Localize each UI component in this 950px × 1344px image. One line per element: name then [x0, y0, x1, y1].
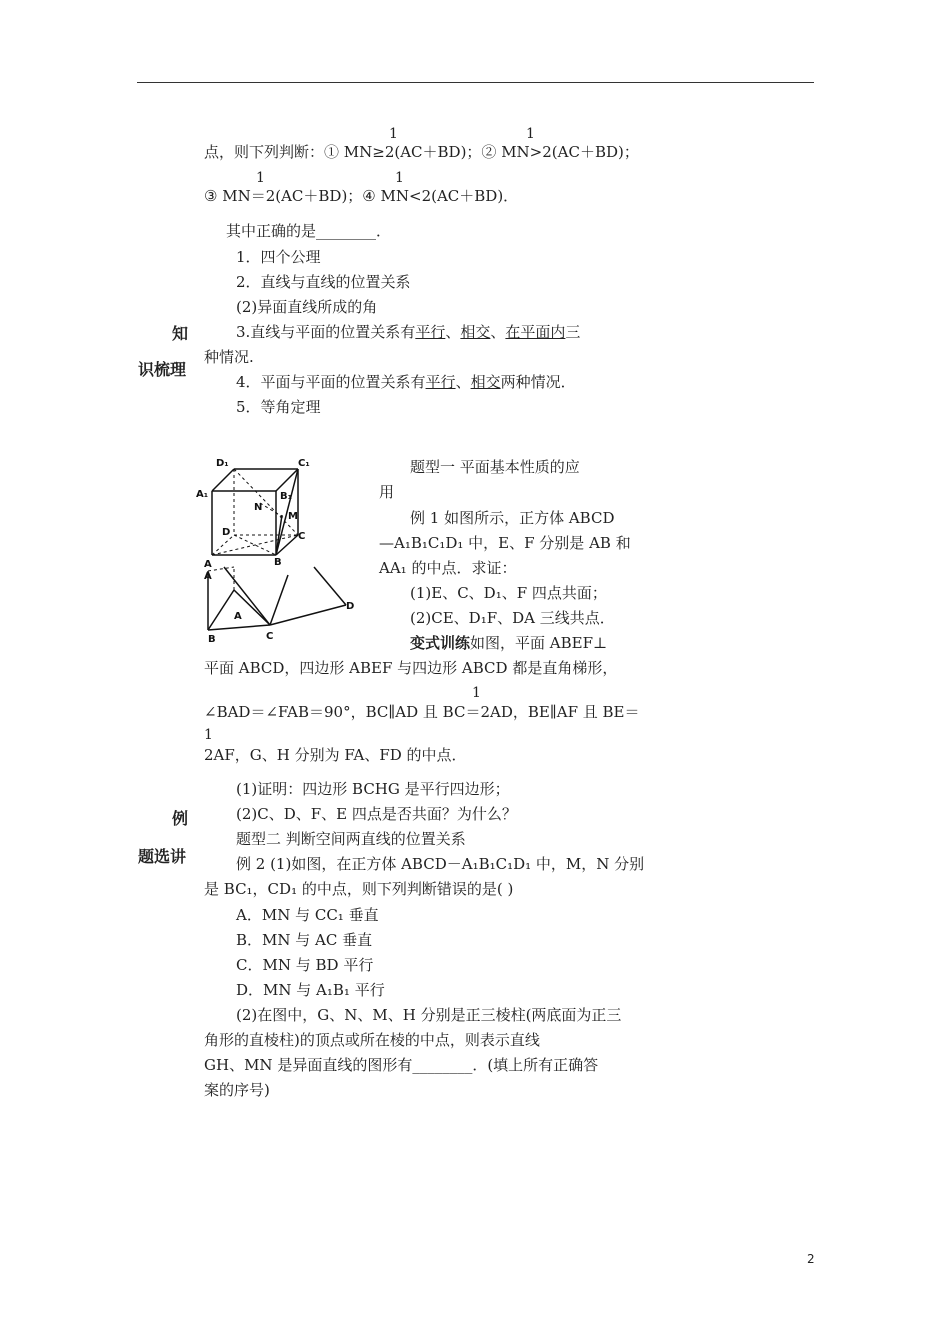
- prism-diagram: [208, 567, 346, 630]
- example2-text: 例 2 (1)如图，在正方体 ABCD－A₁B₁C₁D₁ 中，M，N 分别: [236, 855, 645, 873]
- vertex-label: D: [222, 527, 231, 538]
- knowledge-item: 3.直线与平面的位置关系有平行、相交、在平面内三: [236, 323, 581, 341]
- type1-title: 题型一 平面基本性质的应: [410, 458, 580, 476]
- example1-part: (2)CE、D₁F、DA 三线共点．: [410, 609, 615, 627]
- prism-hidden-edges: [208, 567, 234, 590]
- header-rule: [137, 82, 814, 83]
- fraction-numerator: 1: [389, 126, 398, 142]
- fraction-numerator: 1: [204, 727, 213, 743]
- example1-part: (1)E、C、D₁、F 四点共面；: [410, 584, 607, 602]
- fraction-numerator: 1: [472, 685, 481, 701]
- knowledge-subitem: (2)异面直线所成的角: [236, 298, 378, 316]
- example1-text: 例 1 如图所示，正方体 ABCD: [410, 509, 615, 527]
- variant-part: (2)C、D、F、E 四点是否共面？为什么？: [236, 805, 517, 823]
- fraction-numerator: 1: [256, 170, 265, 186]
- vertex-label: C: [298, 531, 306, 542]
- section-label-examples: 例: [172, 809, 189, 828]
- fraction-numerator: 1: [395, 170, 404, 186]
- vertex-label: C: [266, 631, 274, 642]
- example2-part2: 角形的直棱柱)的顶点或所在棱的中点，则表示直线: [204, 1031, 540, 1049]
- example2-part2: GH、MN 是异面直线的图形有________．(填上所有正确答: [204, 1056, 599, 1074]
- example1-text: AA₁ 的中点．求证：: [379, 559, 517, 577]
- section-label-knowledge: 识梳理: [138, 360, 187, 379]
- knowledge-item: 5．等角定理: [236, 398, 321, 416]
- page-number: 2: [807, 1252, 815, 1266]
- judgement-line-1: 点，则下列判断：① MN≥2(AC＋BD)；② MN>2(AC＋BD)；: [204, 143, 639, 161]
- vertex-label: A: [204, 559, 212, 570]
- knowledge-item: 1．四个公理: [236, 248, 321, 266]
- vertex-label: D: [346, 601, 355, 612]
- example2-text: 是 BC₁，CD₁ 的中点，则下列判断错误的是( ): [204, 880, 514, 898]
- type1-title-continuation: 用: [379, 483, 395, 501]
- variant-training-label: 变式训练: [410, 634, 471, 652]
- option-a: A．MN 与 CC₁ 垂直: [236, 906, 379, 924]
- type2-title: 题型二 判断空间两直线的位置关系: [236, 830, 466, 848]
- example1-text: —A₁B₁C₁D₁ 中，E、F 分别是 AB 和: [379, 534, 631, 552]
- vertex-label: A: [234, 611, 242, 622]
- option-d: D．MN 与 A₁B₁ 平行: [236, 981, 385, 999]
- knowledge-item-continuation: 种情况.: [204, 348, 254, 366]
- vertex-label: D₁: [216, 458, 229, 469]
- option-c: C．MN 与 BD 平行: [236, 956, 374, 974]
- variant-text: 平面 ABCD，四边形 ABEF 与四边形 ABCD 都是直角梯形，: [204, 659, 618, 677]
- variant-training-line: 变式训练如图，平面 ABEF⊥: [410, 634, 608, 652]
- vertex-label: A: [204, 571, 212, 582]
- variant-text: ∠BAD＝∠FAB＝90°，BC∥AD 且 BC＝2AD，BE∥AF 且 BE＝: [204, 703, 640, 721]
- question-prompt: 其中正确的是________．: [226, 222, 392, 240]
- knowledge-item: 2．直线与直线的位置关系: [236, 273, 411, 291]
- example2-part2: (2)在图中，G、N、M、H 分别是正三棱柱(两底面为正三: [236, 1006, 622, 1024]
- variant-text: 2AF，G、H 分别为 FA、FD 的中点．: [204, 746, 467, 764]
- vertex-label: A₁: [196, 489, 209, 500]
- judgement-line-2: ③ MN＝2(AC＋BD)；④ MN<2(AC＋BD)．: [204, 187, 519, 205]
- section-label-knowledge: 知: [172, 324, 189, 343]
- fraction-numerator: 1: [526, 126, 535, 142]
- vertex-label: C₁: [298, 458, 310, 469]
- vertex-label: B: [274, 557, 282, 568]
- section-label-examples: 题选讲: [138, 847, 187, 866]
- vertex-label: B₁: [280, 491, 293, 502]
- knowledge-item: 4．平面与平面的位置关系有平行、相交两种情况．: [236, 373, 576, 391]
- geometry-figure: [194, 455, 366, 650]
- example2-part2: 案的序号): [204, 1081, 270, 1099]
- vertex-label: B: [208, 634, 216, 645]
- variant-part: (1)证明：四边形 BCHG 是平行四边形；: [236, 780, 510, 798]
- vertex-label: M: [288, 511, 298, 522]
- option-b: B．MN 与 AC 垂直: [236, 931, 373, 949]
- vertex-label: N: [254, 502, 263, 513]
